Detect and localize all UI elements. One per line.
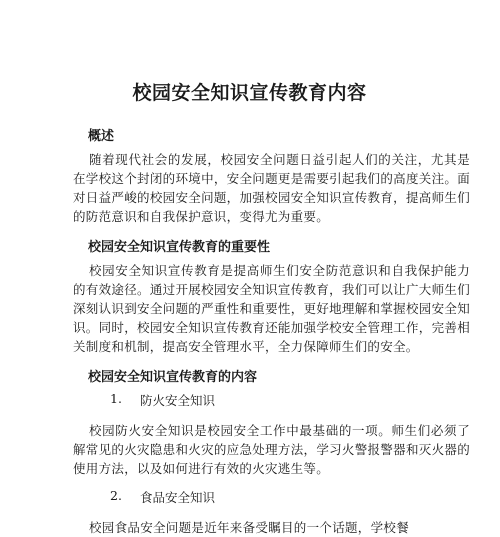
- paragraph-fire-safety: 校园防火安全知识是校园安全工作中最基础的一项。师生们必须了解常见的火灾隐患和火灾的应急处理方法，学习火警报警器和灭火器的使用方法，以及如何进行有效的火灾逃生等。: [73, 423, 470, 476]
- section-heading-content: 校园安全知识宣传教育的内容: [88, 370, 258, 385]
- section-heading-overview: 概述: [88, 129, 115, 144]
- paragraph-food-safety: 校园食品安全问题是近年来备受瞩目的一个话题，学校餐: [89, 520, 410, 535]
- list-label: 防火安全知识: [139, 393, 215, 408]
- list-item-fire-safety: [110, 391, 470, 409]
- paragraph-importance: 校园安全知识宣传教育是提高师生们安全防范意识和自我保护能力的有效途径。通过开展校园安全知识宣传教育，我们可以让广大师生们深刻认识到安全问题的严重性和重要性，更好地理解和掌握校园安全知识。同时，校园安全知识宣传教育还能加强学校安全管理工作，完善相关制度和机制，提高安全管理水平，全力保障师生们的安全。: [73, 263, 470, 354]
- list-number: 2.: [110, 488, 122, 503]
- paragraph-overview: 随着现代社会的发展，校园安全问题日益引起人们的关注，尤其是在学校这个封闭的环境中，安全问题更是需要引起我们的高度关注。面对日益严峻的校园安全问题，加强校园安全知识宣传教育，提高师生们的防范意识和自我保护意识，变得尤为重要。: [73, 152, 470, 224]
- section-heading-importance: 校园安全知识宣传教育的重要性: [88, 240, 271, 255]
- document-title: 校园安全知识宣传教育内容: [132, 82, 367, 104]
- list-label: 食品安全知识: [139, 490, 215, 505]
- list-number: 1.: [110, 391, 122, 406]
- list-item-food-safety: [110, 488, 470, 506]
